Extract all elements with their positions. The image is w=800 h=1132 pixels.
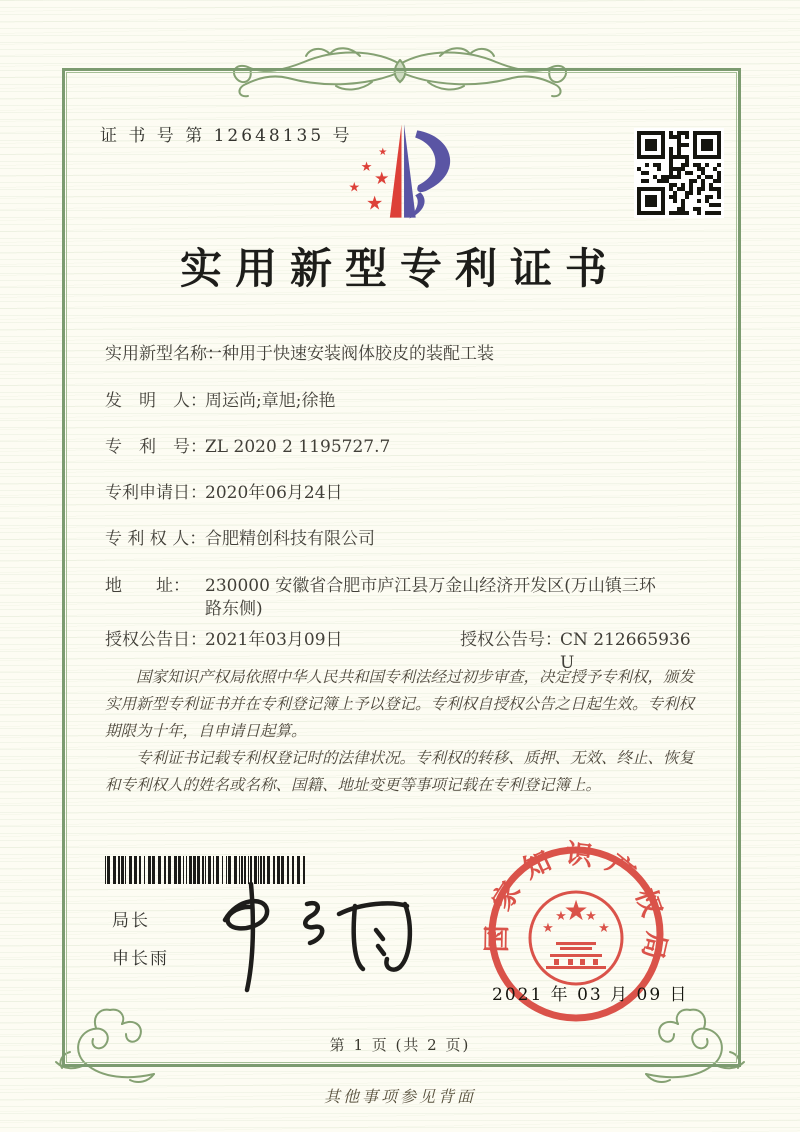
svg-text:★: ★ <box>365 191 384 215</box>
svg-text:★: ★ <box>563 894 589 927</box>
director-signature <box>205 876 425 996</box>
field-value: 周运尚;章旭;徐艳 <box>205 391 336 411</box>
field-label: 地 址： <box>105 576 190 596</box>
field-value: 2020年06月24日 <box>205 483 343 503</box>
national-emblem-icon <box>530 892 622 984</box>
field-row-address <box>105 575 665 621</box>
field-row-filing-date <box>105 482 343 505</box>
legal-statement <box>105 664 707 799</box>
svg-text:★: ★ <box>360 160 373 175</box>
field-row-patent-number <box>105 436 390 459</box>
svg-text:★: ★ <box>374 169 390 190</box>
svg-text:★: ★ <box>542 921 554 936</box>
field-row-inventors <box>105 390 335 413</box>
field-label: 专 利 权 人： <box>105 529 207 549</box>
page-number: 第 1 页 (共 2 页) <box>329 1036 471 1054</box>
certificate-number: 证 书 号 第 12648135 号 <box>100 126 353 146</box>
svg-text:★: ★ <box>555 909 567 924</box>
field-value: CN 212665936 U <box>560 630 697 673</box>
field-row-name <box>105 343 494 366</box>
field-label: 专利申请日： <box>105 483 207 503</box>
cnipa-logo <box>330 110 472 232</box>
field-label: 专 利 号： <box>105 437 207 457</box>
director-title: 局长 <box>112 911 150 931</box>
field-row-grant <box>105 629 705 673</box>
field-value: 一种用于快速安装阀体胶皮的装配工装 <box>205 344 494 364</box>
back-side-note: 其他事项参见背面 <box>323 1087 476 1106</box>
field-label: 实用新型名称： <box>105 344 224 364</box>
seal-date: 2021 年 03 月 09 日 <box>492 985 689 1005</box>
legal-paragraph-2: 专利证书记载专利权登记时的法律状况。专利权的转移、质押、无效、终止、恢复和专利权人的姓名或名称、国籍、地址变更等事项记载在专利登记簿上。 <box>105 749 695 794</box>
field-value: ZL 2020 2 1195727.7 <box>205 437 391 457</box>
field-value: 2021年03月09日 <box>205 630 343 650</box>
field-label: 授权公告号： <box>460 630 562 650</box>
field-label: 发 明 人： <box>105 391 207 411</box>
svg-text:★: ★ <box>598 921 610 936</box>
seal-text: 国家知识产权局 <box>481 838 672 975</box>
svg-text:★: ★ <box>378 146 388 158</box>
field-value: 230000 安徽省合肥市庐江县万金山经济开发区(万山镇三环路东侧) <box>205 576 656 619</box>
certificate-title: 实用新型专利证书 <box>179 244 620 293</box>
field-label: 授权公告日： <box>105 630 207 650</box>
field-row-patentee <box>105 528 375 551</box>
field-value: 合肥精创科技有限公司 <box>205 529 375 549</box>
legal-paragraph-1: 国家知识产权局依照中华人民共和国专利法经过初步审查，决定授予专利权，颁发实用新型专利证书并在专利登记簿上予以登记。专利权自授权公告之日起生效。专利权期限为十年，自申请日起算。 <box>105 668 695 740</box>
director-name: 申长雨 <box>112 949 169 969</box>
svg-text:★: ★ <box>348 180 361 196</box>
qr-code <box>634 128 724 218</box>
svg-text:★: ★ <box>585 909 597 924</box>
